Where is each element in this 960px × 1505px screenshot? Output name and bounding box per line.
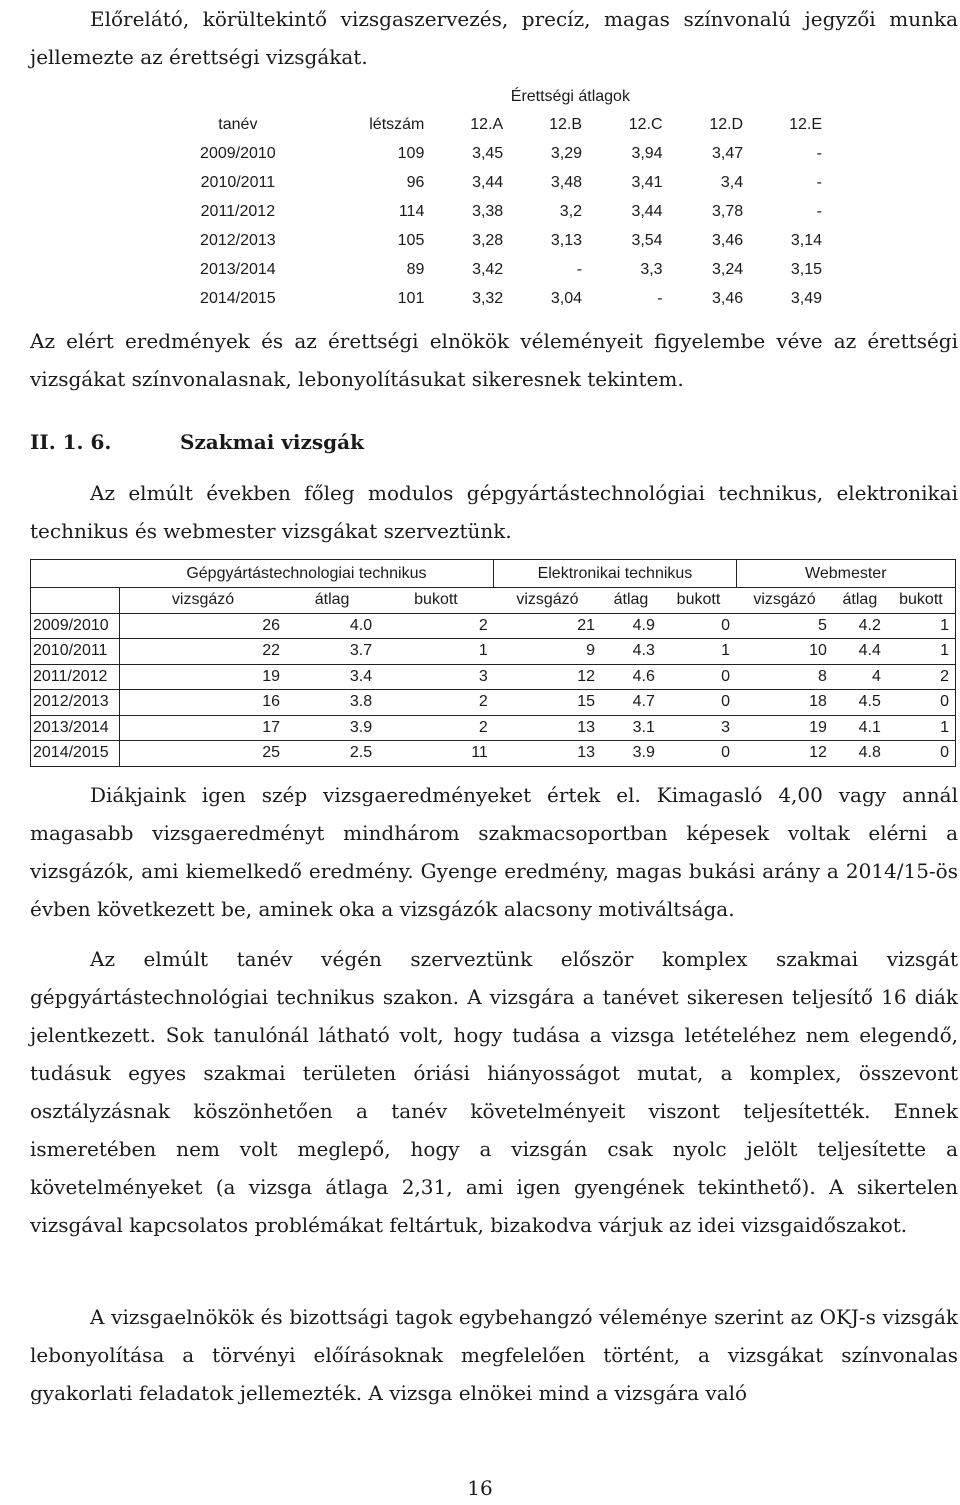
table1-cell: 2011/2012 bbox=[200, 202, 276, 220]
table2-cell: 3.1 bbox=[601, 715, 661, 741]
table2-cell: 1 bbox=[661, 639, 736, 665]
table1-cell: 3,49 bbox=[790, 289, 822, 307]
table1-cell: - bbox=[816, 202, 822, 220]
table1-cell: 3,47 bbox=[711, 144, 744, 162]
table1-cell: 96 bbox=[406, 173, 425, 191]
table2-cell: 21 bbox=[494, 613, 601, 639]
table1-cell: - bbox=[576, 260, 583, 278]
paragraph-results: Diákjaink igen szép vizsgaeredményeket értek el. Kimagasló 4,00 vagy annál magasabb vizsgaeredményt mindhárom szakmacsoportban képesek voltak elérni a vizsgázók, ami kiemelkedő eredmény. Gyenge eredmény, magas bukási arány a 2014/15-ös évben következett be, aminek oka a vizsgázók alacsony motiváltsága. bbox=[30, 783, 958, 921]
table2-cell: 12 bbox=[494, 664, 601, 690]
table2-corner-cell bbox=[31, 588, 120, 614]
table2-cell: 2013/2014 bbox=[31, 715, 120, 741]
table2-cell: 2 bbox=[378, 715, 494, 741]
table2-cell: 2014/2015 bbox=[31, 741, 120, 767]
table2-cell: 2012/2013 bbox=[31, 690, 120, 716]
table1-cell: 3,3 bbox=[640, 260, 663, 278]
table1-cell: 3,54 bbox=[631, 231, 663, 249]
table1-cell: 3,29 bbox=[550, 144, 583, 162]
table2-row bbox=[31, 639, 956, 665]
table2-subheader-cell: átlag bbox=[286, 588, 378, 614]
table-szakmai-vizsgak bbox=[30, 559, 956, 767]
table2-cell: 8 bbox=[736, 664, 833, 690]
table1-header-cell: létszám bbox=[369, 116, 425, 133]
table2-subheader-cell: bukott bbox=[887, 588, 956, 614]
section-number: II. 1. 6. bbox=[30, 430, 112, 454]
table2-subheader-cell: vizsgázó bbox=[736, 588, 833, 614]
table2-cell: 3 bbox=[378, 664, 494, 690]
table1-cell: 2012/2013 bbox=[200, 231, 276, 249]
table2-cell: 0 bbox=[887, 690, 956, 716]
table1-header-cell: 12.B bbox=[549, 116, 583, 133]
table1-cell: 2009/2010 bbox=[200, 144, 276, 162]
table2-cell: 4.0 bbox=[286, 613, 378, 639]
table2-cell: 4.3 bbox=[601, 639, 661, 665]
table1-cell: 3,04 bbox=[550, 289, 583, 307]
table2-cell: 3.7 bbox=[286, 639, 378, 665]
group-header-gepgyartas: Gépgyártástechnologiai technikus bbox=[120, 560, 494, 588]
table1-cell: 3,38 bbox=[472, 202, 504, 220]
section-title: Szakmai vizsgák bbox=[180, 430, 364, 454]
table2-cell: 2009/2010 bbox=[31, 613, 120, 639]
table2-cell: 4.7 bbox=[601, 690, 661, 716]
table1-row bbox=[165, 284, 830, 313]
table2-cell: 18 bbox=[736, 690, 833, 716]
table2-cell: 3.4 bbox=[286, 664, 378, 690]
table2-subheader-cell: vizsgázó bbox=[120, 588, 287, 614]
table2-cell: 4.8 bbox=[833, 741, 887, 767]
table1-cell: 3,48 bbox=[550, 173, 583, 191]
table1-header-cell: 12.A bbox=[470, 116, 504, 133]
table1-cell: 109 bbox=[397, 144, 425, 162]
table2-cell: 0 bbox=[661, 613, 736, 639]
table2-cell: 26 bbox=[120, 613, 287, 639]
page-number: 16 bbox=[467, 1476, 493, 1500]
table1-cell: 3,46 bbox=[711, 289, 744, 307]
table1-cell: 3,46 bbox=[711, 231, 744, 249]
table2-cell: 13 bbox=[494, 715, 601, 741]
table2-cell: 13 bbox=[494, 741, 601, 767]
table1-cell: - bbox=[816, 144, 822, 162]
table1-cell: - bbox=[657, 289, 663, 307]
table2-cell: 4.9 bbox=[601, 613, 661, 639]
table2-subheader-cell: átlag bbox=[833, 588, 887, 614]
table1-row bbox=[165, 226, 830, 255]
table1-cell: 3,45 bbox=[472, 144, 504, 162]
table2-cell: 4.4 bbox=[833, 639, 887, 665]
paragraph-okj: A vizsgaelnökök és bizottsági tagok egybehangzó véleménye szerint az OKJ-s vizsgák lebonyolítása a törvényi előírásoknak megfelelően történt, a vizsgákat színvonalas gyakorlati feladatok jellemezték. A vizsga elnökei mind a vizsgára való bbox=[30, 1305, 958, 1405]
table1-row bbox=[165, 255, 830, 284]
table1-cell: 3,94 bbox=[631, 144, 663, 162]
table2-subheader-cell: bukott bbox=[378, 588, 494, 614]
table1-cell: 101 bbox=[397, 289, 425, 307]
table2-cell: 10 bbox=[736, 639, 833, 665]
table1-cell: 3,15 bbox=[790, 260, 822, 278]
table2-cell: 3.9 bbox=[601, 741, 661, 767]
paragraph-after-table1: Az elért eredmények és az érettségi elnökök véleményeit figyelembe véve az érettségi vizsgákat színvonalasnak, lebonyolításukat sikeresnek tekintem. bbox=[30, 329, 958, 391]
table2-cell: 17 bbox=[120, 715, 287, 741]
table2-cell: 1 bbox=[887, 613, 956, 639]
table2-cell: 9 bbox=[494, 639, 601, 665]
table1-row bbox=[165, 139, 830, 168]
table1-cell: 3,28 bbox=[472, 231, 504, 249]
table2-cell: 2.5 bbox=[286, 741, 378, 767]
table1-cell: 3,32 bbox=[472, 289, 504, 307]
table2-cell: 19 bbox=[736, 715, 833, 741]
table-erettsegi-atlagok bbox=[165, 82, 830, 313]
paragraph-intro: Előrelátó, körültekintő vizsgaszervezés, precíz, magas színvonalú jegyzői munka jellemezte az érettségi vizsgákat. bbox=[30, 7, 958, 69]
table2-row bbox=[31, 741, 956, 767]
table1-header-cell: 12.E bbox=[789, 116, 822, 133]
paragraph-section-intro: Az elmúlt években főleg modulos gépgyártástechnológiai technikus, elektronikai technikus és webmester vizsgákat szerveztünk. bbox=[30, 481, 958, 543]
table2-row bbox=[31, 613, 956, 639]
table2-cell: 15 bbox=[494, 690, 601, 716]
table1-cell: 89 bbox=[406, 260, 425, 278]
table1-header-cell: 12.C bbox=[628, 116, 663, 133]
paragraph-complex-exam: Az elmúlt tanév végén szerveztünk először komplex szakmai vizsgát gépgyártástechnológiai technikus szakon. A vizsgára a tanévet sikeresen teljesítő 16 diák jelentkezett. Sok tanulónál látható volt, hogy tudása a vizsga letételéhez nem elegendő, tudásuk egyes szakmai területen óriási hiányosságot mutat, a komplex, összevont osztályzásnak köszönhetően a tanév követelményeit viszont teljesítették. Ennek ismeretében nem volt meglepő, hogy a vizsgán csak nyolc jelölt teljesítette a követelményeket (a vizsga átlaga 2,31, ami igen gyengének tekinthető). A sikertelen vizsgával kapcsolatos problémákat feltártuk, bizakodva várjuk az idei vizsgaidőszakot. bbox=[30, 947, 958, 1237]
table1-cell: 3,14 bbox=[790, 231, 822, 249]
group-header-elektronikai: Elektronikai technikus bbox=[494, 560, 736, 588]
table2-cell: 0 bbox=[661, 664, 736, 690]
table2-cell: 2 bbox=[887, 664, 956, 690]
table2-subheader-cell: bukott bbox=[661, 588, 736, 614]
table2-cell: 2 bbox=[378, 690, 494, 716]
table1-cell: 3,2 bbox=[559, 202, 583, 220]
table2-cell: 4.5 bbox=[833, 690, 887, 716]
section-heading bbox=[30, 423, 364, 461]
table2-subheader-cell: vizsgázó bbox=[494, 588, 601, 614]
table2-cell: 3 bbox=[661, 715, 736, 741]
table2-cell: 2011/2012 bbox=[31, 664, 120, 690]
table2-cell: 2010/2011 bbox=[31, 639, 120, 665]
table1-row bbox=[165, 197, 830, 226]
table2-cell: 1 bbox=[887, 715, 956, 741]
table2-cell: 2 bbox=[378, 613, 494, 639]
table1-cell: 114 bbox=[398, 202, 425, 220]
table2-cell: 4.2 bbox=[833, 613, 887, 639]
table2-row bbox=[31, 715, 956, 741]
table2-cell: 3.9 bbox=[286, 715, 378, 741]
table2-cell: 16 bbox=[120, 690, 287, 716]
table2-cell: 25 bbox=[120, 741, 287, 767]
table1-header-cell: 12.D bbox=[709, 116, 744, 133]
table1-cell: 3,78 bbox=[711, 202, 744, 220]
table2-cell: 3.8 bbox=[286, 690, 378, 716]
table1-cell: 3,44 bbox=[631, 202, 663, 220]
table2-cell: 12 bbox=[736, 741, 833, 767]
table2-cell: 0 bbox=[887, 741, 956, 767]
table1-cell: 3,13 bbox=[550, 231, 583, 249]
table2-cell: 1 bbox=[887, 639, 956, 665]
table1-cell: 2010/2011 bbox=[200, 173, 276, 191]
table1-cell: 105 bbox=[397, 231, 425, 249]
table1-cell: 3,4 bbox=[720, 173, 744, 191]
table2-cell: 1 bbox=[378, 639, 494, 665]
table2-cell: 19 bbox=[120, 664, 287, 690]
table1-cell: 2014/2015 bbox=[200, 289, 276, 307]
table1-cell: 2013/2014 bbox=[200, 260, 276, 278]
table2-cell: 22 bbox=[120, 639, 287, 665]
table1-cell: 3,42 bbox=[472, 260, 504, 278]
table1-cell: - bbox=[816, 173, 822, 191]
table2-row bbox=[31, 690, 956, 716]
table1-cell: 3,24 bbox=[711, 260, 744, 278]
table2-subheader-cell: átlag bbox=[601, 588, 661, 614]
table2-cell: 4.1 bbox=[833, 715, 887, 741]
table2-cell: 0 bbox=[661, 741, 736, 767]
table1-cell: 3,44 bbox=[472, 173, 504, 191]
table2-cell: 4.6 bbox=[601, 664, 661, 690]
table2-cell: 5 bbox=[736, 613, 833, 639]
table1-title: Érettségi átlagok bbox=[510, 87, 630, 105]
table1-header-cell: tanév bbox=[218, 116, 258, 133]
group-header-webmester: Webmester bbox=[736, 560, 955, 588]
table1-row bbox=[165, 168, 830, 197]
table2-cell: 11 bbox=[378, 741, 494, 767]
table2-row bbox=[31, 664, 956, 690]
table1-cell: 3,41 bbox=[631, 173, 663, 191]
table2-cell: 4 bbox=[833, 664, 887, 690]
table2-cell: 0 bbox=[661, 690, 736, 716]
